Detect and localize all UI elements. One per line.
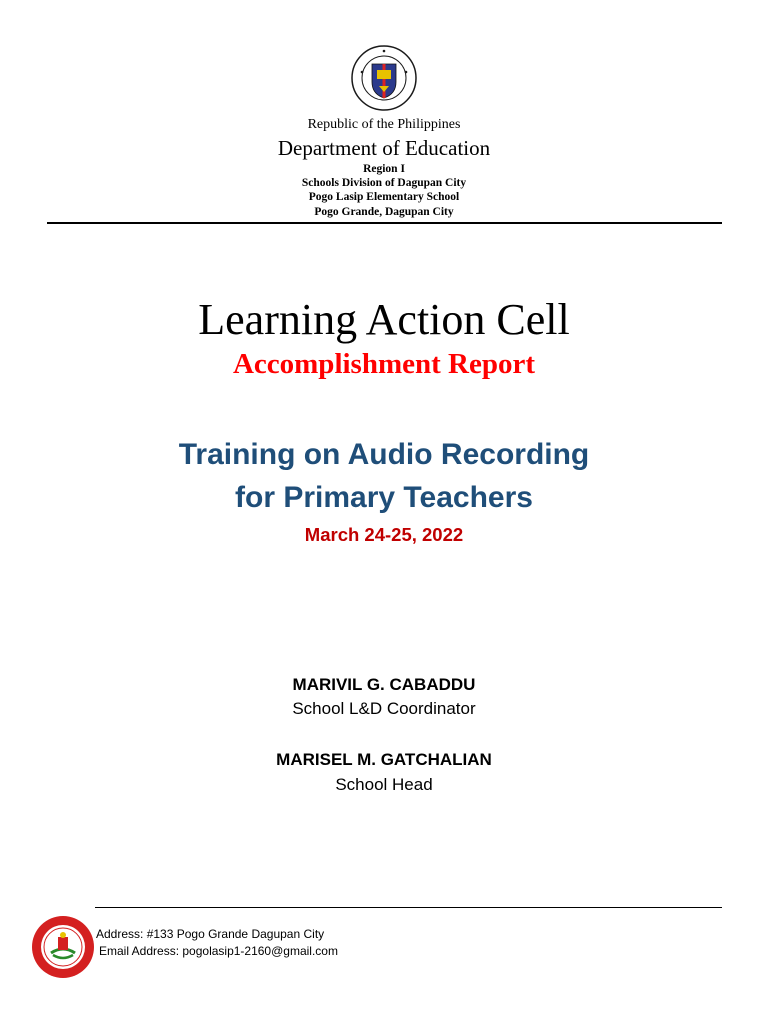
training-date: March 24-25, 2022 (304, 524, 464, 545)
school-name: Pogo Lasip Elementary School (308, 191, 460, 203)
department-name: Department of Education (277, 136, 491, 160)
school-seal-logo (31, 915, 95, 979)
school-location: Pogo Grande, Dagupan City (314, 206, 454, 218)
school-head-role: School Head (335, 775, 433, 794)
region-name: Region I (363, 163, 405, 175)
country-name: Republic of the Philippines (307, 117, 461, 132)
footer-divider (95, 907, 722, 908)
school-head-name: MARISEL M. GATCHALIAN (276, 750, 492, 769)
document-subtitle: Accomplishment Report (232, 348, 536, 380)
school-address: Address: #133 Pogo Grande Dagupan City (96, 927, 325, 941)
document-title: Learning Action Cell (198, 295, 570, 344)
header-divider (47, 222, 722, 224)
coordinator-name: MARIVIL G. CABADDU (292, 675, 476, 694)
deped-seal-logo (350, 42, 418, 114)
division-name: Schools Division of Dagupan City (301, 177, 467, 189)
coordinator-role: School L&D Coordinator (292, 699, 476, 718)
school-email: Email Address: pogolasip1-2160@gmail.com (99, 944, 338, 958)
training-title-line2: for Primary Teachers (235, 481, 533, 514)
training-title-line1: Training on Audio Recording (178, 438, 590, 471)
